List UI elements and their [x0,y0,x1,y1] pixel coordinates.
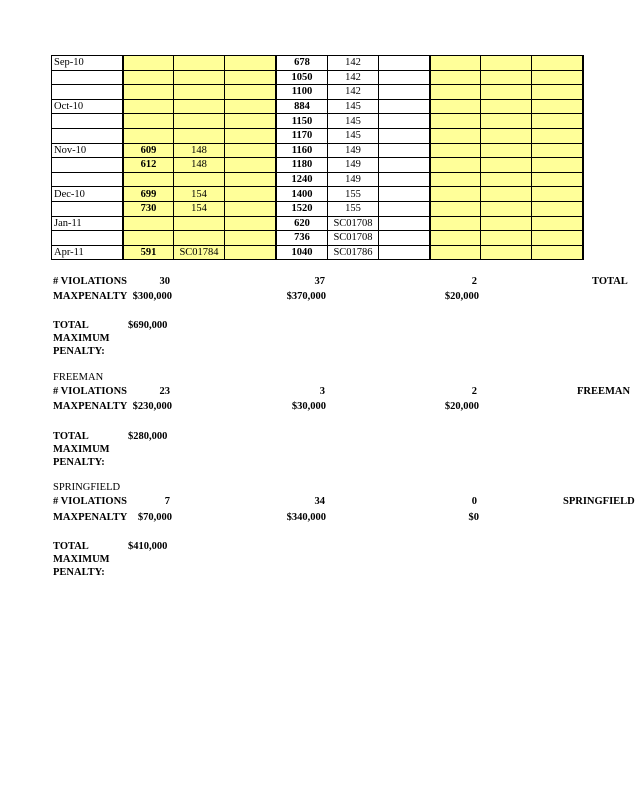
value-cell [174,114,225,129]
empty-cell [481,245,532,260]
month-cell: Apr-11 [52,245,124,260]
empty-cell [225,143,277,158]
empty-cell [430,158,481,173]
value-cell: 730 [123,201,174,216]
value-cell [174,231,225,246]
maxpenalty-label: MAXPENALTY [53,401,128,412]
empty-cell [430,172,481,187]
empty-cell [532,216,584,231]
empty-cell [481,70,532,85]
value-cell: 609 [123,143,174,158]
empty-cell [532,158,584,173]
empty-cell [430,143,481,158]
value-cell: 612 [123,158,174,173]
value-cell: 699 [123,187,174,202]
value-cell: 1050 [276,70,328,85]
empty-cell [481,143,532,158]
month-cell: Jan-11 [52,216,124,231]
table-row [52,187,584,202]
value-cell: 154 [174,201,225,216]
empty-cell [532,85,584,100]
empty-cell [379,158,431,173]
value-cell [123,216,174,231]
empty-cell [379,172,431,187]
empty-cell [379,245,431,260]
empty-cell [225,56,277,71]
empty-cell [379,56,431,71]
empty-cell [481,85,532,100]
table-row [52,143,584,158]
empty-cell [532,56,584,71]
penalty-value: $0 [468,512,479,523]
value-cell: 145 [328,99,379,114]
value-cell [174,85,225,100]
empty-cell [532,114,584,129]
value-cell [123,128,174,143]
value-cell [123,56,174,71]
value-cell: 148 [174,143,225,158]
empty-cell [225,128,277,143]
empty-cell [379,187,431,202]
empty-cell [481,56,532,71]
total-label-1: TOTAL [53,320,89,331]
value-cell: 1040 [276,245,328,260]
empty-cell [225,85,277,100]
violations-value: 3 [319,386,325,397]
value-cell: 149 [328,172,379,187]
penalty-value: $20,000 [444,401,479,412]
violations-value: 34 [314,496,325,507]
empty-cell [379,114,431,129]
value-cell: 1400 [276,187,328,202]
value-cell: 1180 [276,158,328,173]
maxpenalty-label: MAXPENALTY [53,512,128,523]
empty-cell [379,99,431,114]
empty-cell [532,128,584,143]
value-cell [123,70,174,85]
empty-cell [430,231,481,246]
value-cell: 1170 [276,128,328,143]
penalty-value: $300,000 [132,291,172,302]
total-label-1: TOTAL [53,431,89,442]
value-cell: 1100 [276,85,328,100]
empty-cell [532,172,584,187]
empty-cell [532,99,584,114]
table-row [52,56,584,71]
empty-cell [481,231,532,246]
table-row [52,216,584,231]
value-cell: SC01784 [174,245,225,260]
empty-cell [430,128,481,143]
month-cell [52,70,124,85]
value-cell: 148 [174,158,225,173]
value-cell: 142 [328,70,379,85]
value-cell: 1240 [276,172,328,187]
violations-label: # VIOLATIONS [53,276,128,287]
total-value: $280,000 [128,431,168,442]
value-cell: SC01708 [328,216,379,231]
empty-cell [481,187,532,202]
empty-cell [430,85,481,100]
empty-cell [225,158,277,173]
violations-value: 30 [159,276,170,287]
empty-cell [481,172,532,187]
empty-cell [225,99,277,114]
value-cell [123,172,174,187]
penalty-value: $70,000 [137,512,172,523]
value-cell: 142 [328,56,379,71]
month-cell: Sep-10 [52,56,124,71]
empty-cell [430,245,481,260]
value-cell: 1160 [276,143,328,158]
empty-cell [481,99,532,114]
side-label: FREEMAN [577,386,631,397]
penalty-value: $20,000 [444,291,479,302]
empty-cell [430,216,481,231]
total-value: $410,000 [128,541,168,552]
value-cell: 620 [276,216,328,231]
side-label: SPRINGFIELD [563,496,635,507]
table-row [52,158,584,173]
value-cell: 884 [276,99,328,114]
total-value: $690,000 [128,320,168,331]
violations-value: 37 [314,276,325,287]
month-cell: Oct-10 [52,99,124,114]
month-cell [52,172,124,187]
empty-cell [225,245,277,260]
violations-value: 0 [471,496,477,507]
empty-cell [532,143,584,158]
section-name: FREEMAN [53,372,104,383]
empty-cell [225,216,277,231]
empty-cell [379,231,431,246]
value-cell [174,216,225,231]
empty-cell [532,187,584,202]
penalty-value: $230,000 [132,401,172,412]
penalty-value: $370,000 [286,291,326,302]
violations-label: # VIOLATIONS [53,496,128,507]
table-row [52,231,584,246]
empty-cell [430,99,481,114]
empty-cell [481,216,532,231]
total-label-3: PENALTY: [53,567,105,578]
empty-cell [225,70,277,85]
empty-cell [379,201,431,216]
total-label-3: PENALTY: [53,346,105,357]
side-label: TOTAL [592,276,628,287]
empty-cell [379,70,431,85]
month-cell: Dec-10 [52,187,124,202]
value-cell: 145 [328,128,379,143]
table-row [52,172,584,187]
value-cell: 149 [328,158,379,173]
empty-cell [225,231,277,246]
empty-cell [225,172,277,187]
value-cell: SC01786 [328,245,379,260]
month-cell [52,85,124,100]
value-cell: SC01708 [328,231,379,246]
empty-cell [430,201,481,216]
empty-cell [481,201,532,216]
total-label-2: MAXIMUM [53,444,110,455]
month-cell [52,114,124,129]
empty-cell [430,187,481,202]
empty-cell [379,85,431,100]
empty-cell [225,114,277,129]
value-cell: 154 [174,187,225,202]
value-cell: 155 [328,187,379,202]
violations-label: # VIOLATIONS [53,386,128,397]
month-cell [52,158,124,173]
table-row [52,114,584,129]
penalty-value: $30,000 [291,401,326,412]
empty-cell [430,56,481,71]
table-row [52,245,584,260]
value-cell [174,70,225,85]
value-cell: 149 [328,143,379,158]
value-cell: 142 [328,85,379,100]
table-row [52,99,584,114]
empty-cell [379,143,431,158]
violations-value: 2 [471,276,477,287]
empty-cell [532,201,584,216]
table-row [52,128,584,143]
empty-cell [532,245,584,260]
value-cell [174,99,225,114]
empty-cell [225,187,277,202]
value-cell [123,114,174,129]
section-name: SPRINGFIELD [53,482,121,493]
empty-cell [379,128,431,143]
value-cell [123,99,174,114]
value-cell [174,172,225,187]
empty-cell [532,70,584,85]
value-cell: 591 [123,245,174,260]
empty-cell [481,114,532,129]
empty-cell [225,201,277,216]
total-label-3: PENALTY: [53,457,105,468]
empty-cell [430,70,481,85]
total-label-2: MAXIMUM [53,333,110,344]
value-cell: 1150 [276,114,328,129]
empty-cell [481,158,532,173]
table-row [52,85,584,100]
value-cell: 736 [276,231,328,246]
table-row [52,70,584,85]
value-cell [123,231,174,246]
value-cell [174,128,225,143]
maxpenalty-label: MAXPENALTY [53,291,128,302]
penalty-value: $340,000 [286,512,326,523]
empty-cell [532,231,584,246]
violations-value: 7 [164,496,170,507]
total-label-1: TOTAL [53,541,89,552]
violations-value: 23 [159,386,170,397]
value-cell: 1520 [276,201,328,216]
value-cell [174,56,225,71]
month-cell [52,128,124,143]
total-label-2: MAXIMUM [53,554,110,565]
value-cell: 678 [276,56,328,71]
table-row [52,201,584,216]
empty-cell [379,216,431,231]
violations-table [51,55,584,260]
empty-cell [481,128,532,143]
month-cell [52,201,124,216]
violations-value: 2 [471,386,477,397]
month-cell: Nov-10 [52,143,124,158]
value-cell: 145 [328,114,379,129]
value-cell: 155 [328,201,379,216]
value-cell [123,85,174,100]
empty-cell [430,114,481,129]
month-cell [52,231,124,246]
